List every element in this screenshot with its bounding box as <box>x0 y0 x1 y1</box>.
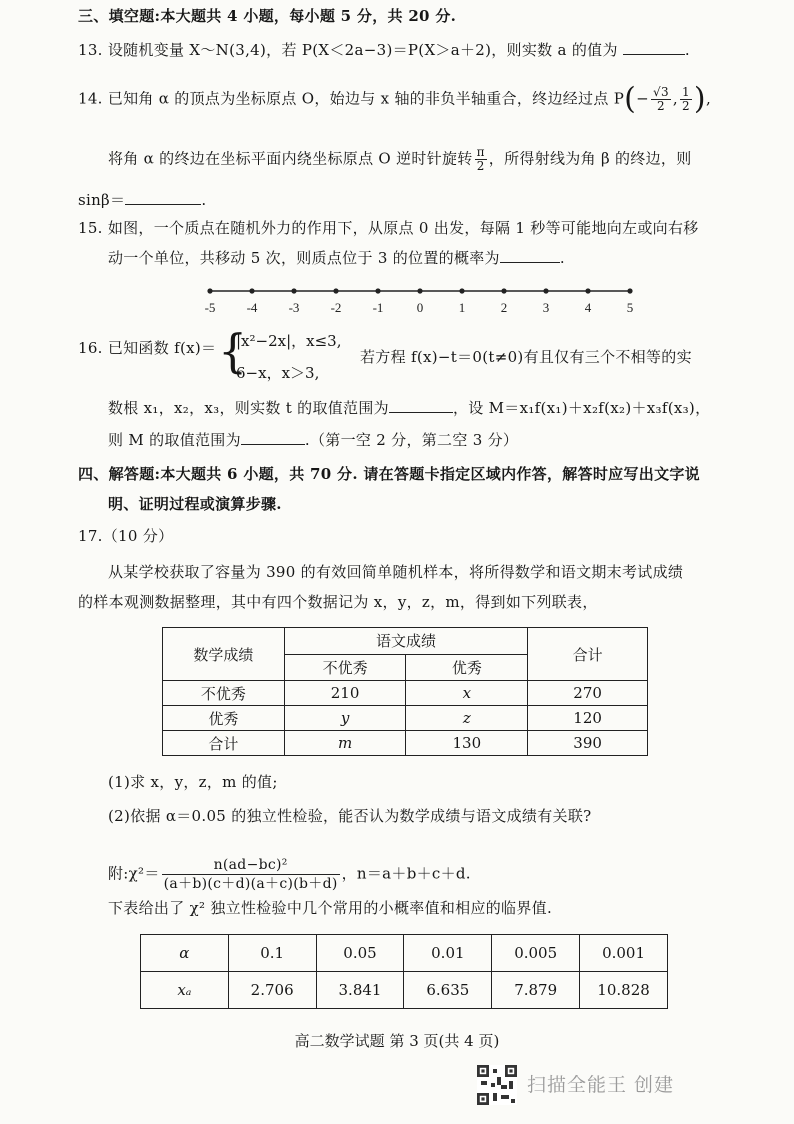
table-cell: 10.828 <box>580 972 668 1009</box>
number-line-point <box>291 288 296 293</box>
table-row <box>141 935 668 972</box>
table-cell: 不优秀 <box>163 681 285 706</box>
table-cell: 6.635 <box>404 972 492 1009</box>
alpha-label: α <box>141 935 229 972</box>
question-13 <box>78 40 690 60</box>
q17-para2: 的样本观测数据整理，其中有四个数据记为 x，y，z，m，得到如下列联表， <box>78 593 598 611</box>
table-cell: 0.01 <box>404 935 492 972</box>
q13-end: . <box>684 41 690 59</box>
table-cell: z <box>406 706 528 731</box>
table-row <box>163 681 648 706</box>
q16-tail: 若方程 f(x)−t＝0(t≠0)有且仅有三个不相等的实 <box>360 348 692 366</box>
number-line-point <box>249 288 254 293</box>
q17-sub2: (2)依据 α＝0.05 的独立性检验，能否认为数学成绩与语文成绩有关联? <box>108 807 592 825</box>
section4-line2: 明、证明过程或演算步骤. <box>108 495 282 513</box>
chi-square-formula <box>108 856 471 893</box>
formula-lead: 附:χ²＝ <box>108 864 160 883</box>
formula-fraction: $\frac{\text{n(ad−bc)²}}{(a+b)(c+d)(a+c)(b+d)}$ <box>163 857 338 892</box>
table-cell: 120 <box>528 706 648 731</box>
table-cell: 3.841 <box>316 972 404 1009</box>
number-line-label: -2 <box>330 300 342 315</box>
question-16-line3 <box>108 430 518 450</box>
q16-line2a: 数根 x₁，x₂，x₃，则实数 t 的取值范围为 <box>108 399 389 417</box>
crit-intro: 下表给出了 χ² 独立性检验中几个常用的小概率值和相应的临界值. <box>108 899 553 917</box>
q16-line3b: .（第一空 2 分，第二空 3 分） <box>304 431 519 449</box>
q16-case1: |x²−2x|，x≤3, <box>236 332 342 350</box>
number-line-label: 0 <box>416 300 424 315</box>
question-14-line2 <box>108 146 692 173</box>
table-cell: 0.005 <box>492 935 580 972</box>
number-line-label: 1 <box>458 300 466 315</box>
section4-line1: 四、解答题:本大题共 6 小题，共 70 分. 请在答题卡指定区域内作答，解答时应写出文字说 <box>78 465 700 483</box>
table-cell: m <box>284 731 406 756</box>
table-cell: 270 <box>528 681 648 706</box>
formula-tail: ，n＝a＋b＋c＋d. <box>341 864 471 883</box>
q14-point-y: $\frac{1}{2}$ <box>681 85 690 113</box>
number-line-point <box>375 288 380 293</box>
qr-code-icon <box>477 1065 517 1105</box>
q14-rotation: $\frac{\pi}{2}$ <box>476 145 485 173</box>
q13-answer-blank <box>623 40 685 55</box>
number-line-label: -1 <box>372 300 384 315</box>
q15-line2: 动一个单位，共移动 5 次，则质点位于 3 的位置的概率为 <box>108 249 500 267</box>
q14-point-x: $\frac{√3}{2}$ <box>653 85 669 113</box>
q14-end: . <box>201 191 207 209</box>
number-line-point <box>501 288 506 293</box>
q14-line1: 14. 已知角 α 的顶点为坐标原点 O，始边与 x 轴的非负半轴重合，终边经过点 P <box>78 89 625 108</box>
header-total: 合计 <box>528 628 648 681</box>
table-row <box>141 972 668 1009</box>
table-cell: x <box>406 681 528 706</box>
number-line <box>200 284 640 318</box>
q16-case2: 6−x，x＞3, <box>236 364 320 382</box>
q16-line2b: ，设 M＝x₁f(x₁)＋x₂f(x₂)＋x₃f(x₃)， <box>452 399 711 417</box>
q14-line2a: 将角 α 的终边在坐标平面内绕坐标原点 O 逆时针旋转 <box>108 149 473 168</box>
contingency-table <box>162 627 648 756</box>
question-14-line3 <box>78 190 206 210</box>
header-chinese: 语文成绩 <box>284 628 528 655</box>
number-line-point <box>417 288 422 293</box>
question-15-line2 <box>108 248 565 268</box>
section3-heading: 三、填空题:本大题共 4 小题，每小题 5 分，共 20 分. <box>78 7 457 25</box>
table-cell: 210 <box>284 681 406 706</box>
q16-blank-2 <box>241 430 305 445</box>
number-line-point <box>543 288 548 293</box>
table-cell: 7.879 <box>492 972 580 1009</box>
number-line-point <box>207 288 212 293</box>
q17-title: 17.（10 分） <box>78 527 174 545</box>
table-cell: 0.001 <box>580 935 668 972</box>
page-footer: 高二数学试题 第 3 页(共 4 页) <box>294 1032 500 1050</box>
q13-text: 13. 设随机变量 X～N(3,4)，若 P(X＜2a−3)＝P(X＞a＋2)，则实数 a 的值为 <box>78 41 618 59</box>
q15-line1: 15. 如图，一个质点在随机外力的作用下，从原点 0 出发，每隔 1 秒等可能地向左或向右移 <box>78 219 699 237</box>
q16-line3a: 则 M 的取值范围为 <box>108 431 241 449</box>
q15-answer-blank <box>500 248 560 263</box>
table-cell: 合计 <box>163 731 285 756</box>
number-line-point <box>459 288 464 293</box>
critical-label: xₐ <box>141 972 229 1009</box>
table-cell: 0.05 <box>316 935 404 972</box>
q14-line3: sinβ＝ <box>78 191 126 209</box>
table-cell: 0.1 <box>228 935 316 972</box>
q16-lead: 16. 已知函数 f(x)＝ <box>78 339 217 357</box>
header-math: 数学成绩 <box>163 628 285 681</box>
q16-blank-1 <box>389 398 453 413</box>
number-line-label: -5 <box>204 300 216 315</box>
q15-end: . <box>559 249 565 267</box>
critical-value-table <box>140 934 668 1009</box>
number-line-label: -3 <box>288 300 300 315</box>
table-cell: 390 <box>528 731 648 756</box>
table-cell: 2.706 <box>228 972 316 1009</box>
number-line-point <box>627 288 632 293</box>
header-not-excellent: 不优秀 <box>284 654 406 681</box>
q17-sub1: (1)求 x，y，z，m 的值; <box>108 773 278 791</box>
table-cell: y <box>284 706 406 731</box>
q17-para1: 从某学校获取了容量为 390 的有效回简单随机样本，将所得数学和语文期末考试成绩 <box>108 563 684 581</box>
scanner-watermark: 扫描全能王 创建 <box>527 1074 675 1096</box>
number-line-point <box>585 288 590 293</box>
table-row <box>163 731 648 756</box>
table-cell: 130 <box>406 731 528 756</box>
table-row <box>163 706 648 731</box>
q14-answer-blank <box>125 190 201 205</box>
number-line-label: 2 <box>500 300 508 315</box>
number-line-label: 5 <box>626 300 634 315</box>
number-line-label: -4 <box>246 300 258 315</box>
number-line-point <box>333 288 338 293</box>
piecewise-brace: { <box>218 324 248 378</box>
question-14-line1: 14. 已知角 α 的顶点为坐标原点 O，始边与 x 轴的非负半轴重合，终边经过点 P(− $\frac{√3}{2}$ , $\frac{1}{2}$ ), <box>78 81 712 117</box>
q14-line2b: ，所得射线为角 β 的终边，则 <box>488 149 692 168</box>
header-excellent: 优秀 <box>406 654 528 681</box>
table-cell: 优秀 <box>163 706 285 731</box>
number-line-label: 3 <box>542 300 550 315</box>
number-line-label: 4 <box>584 300 592 315</box>
question-16-line2 <box>108 398 710 418</box>
